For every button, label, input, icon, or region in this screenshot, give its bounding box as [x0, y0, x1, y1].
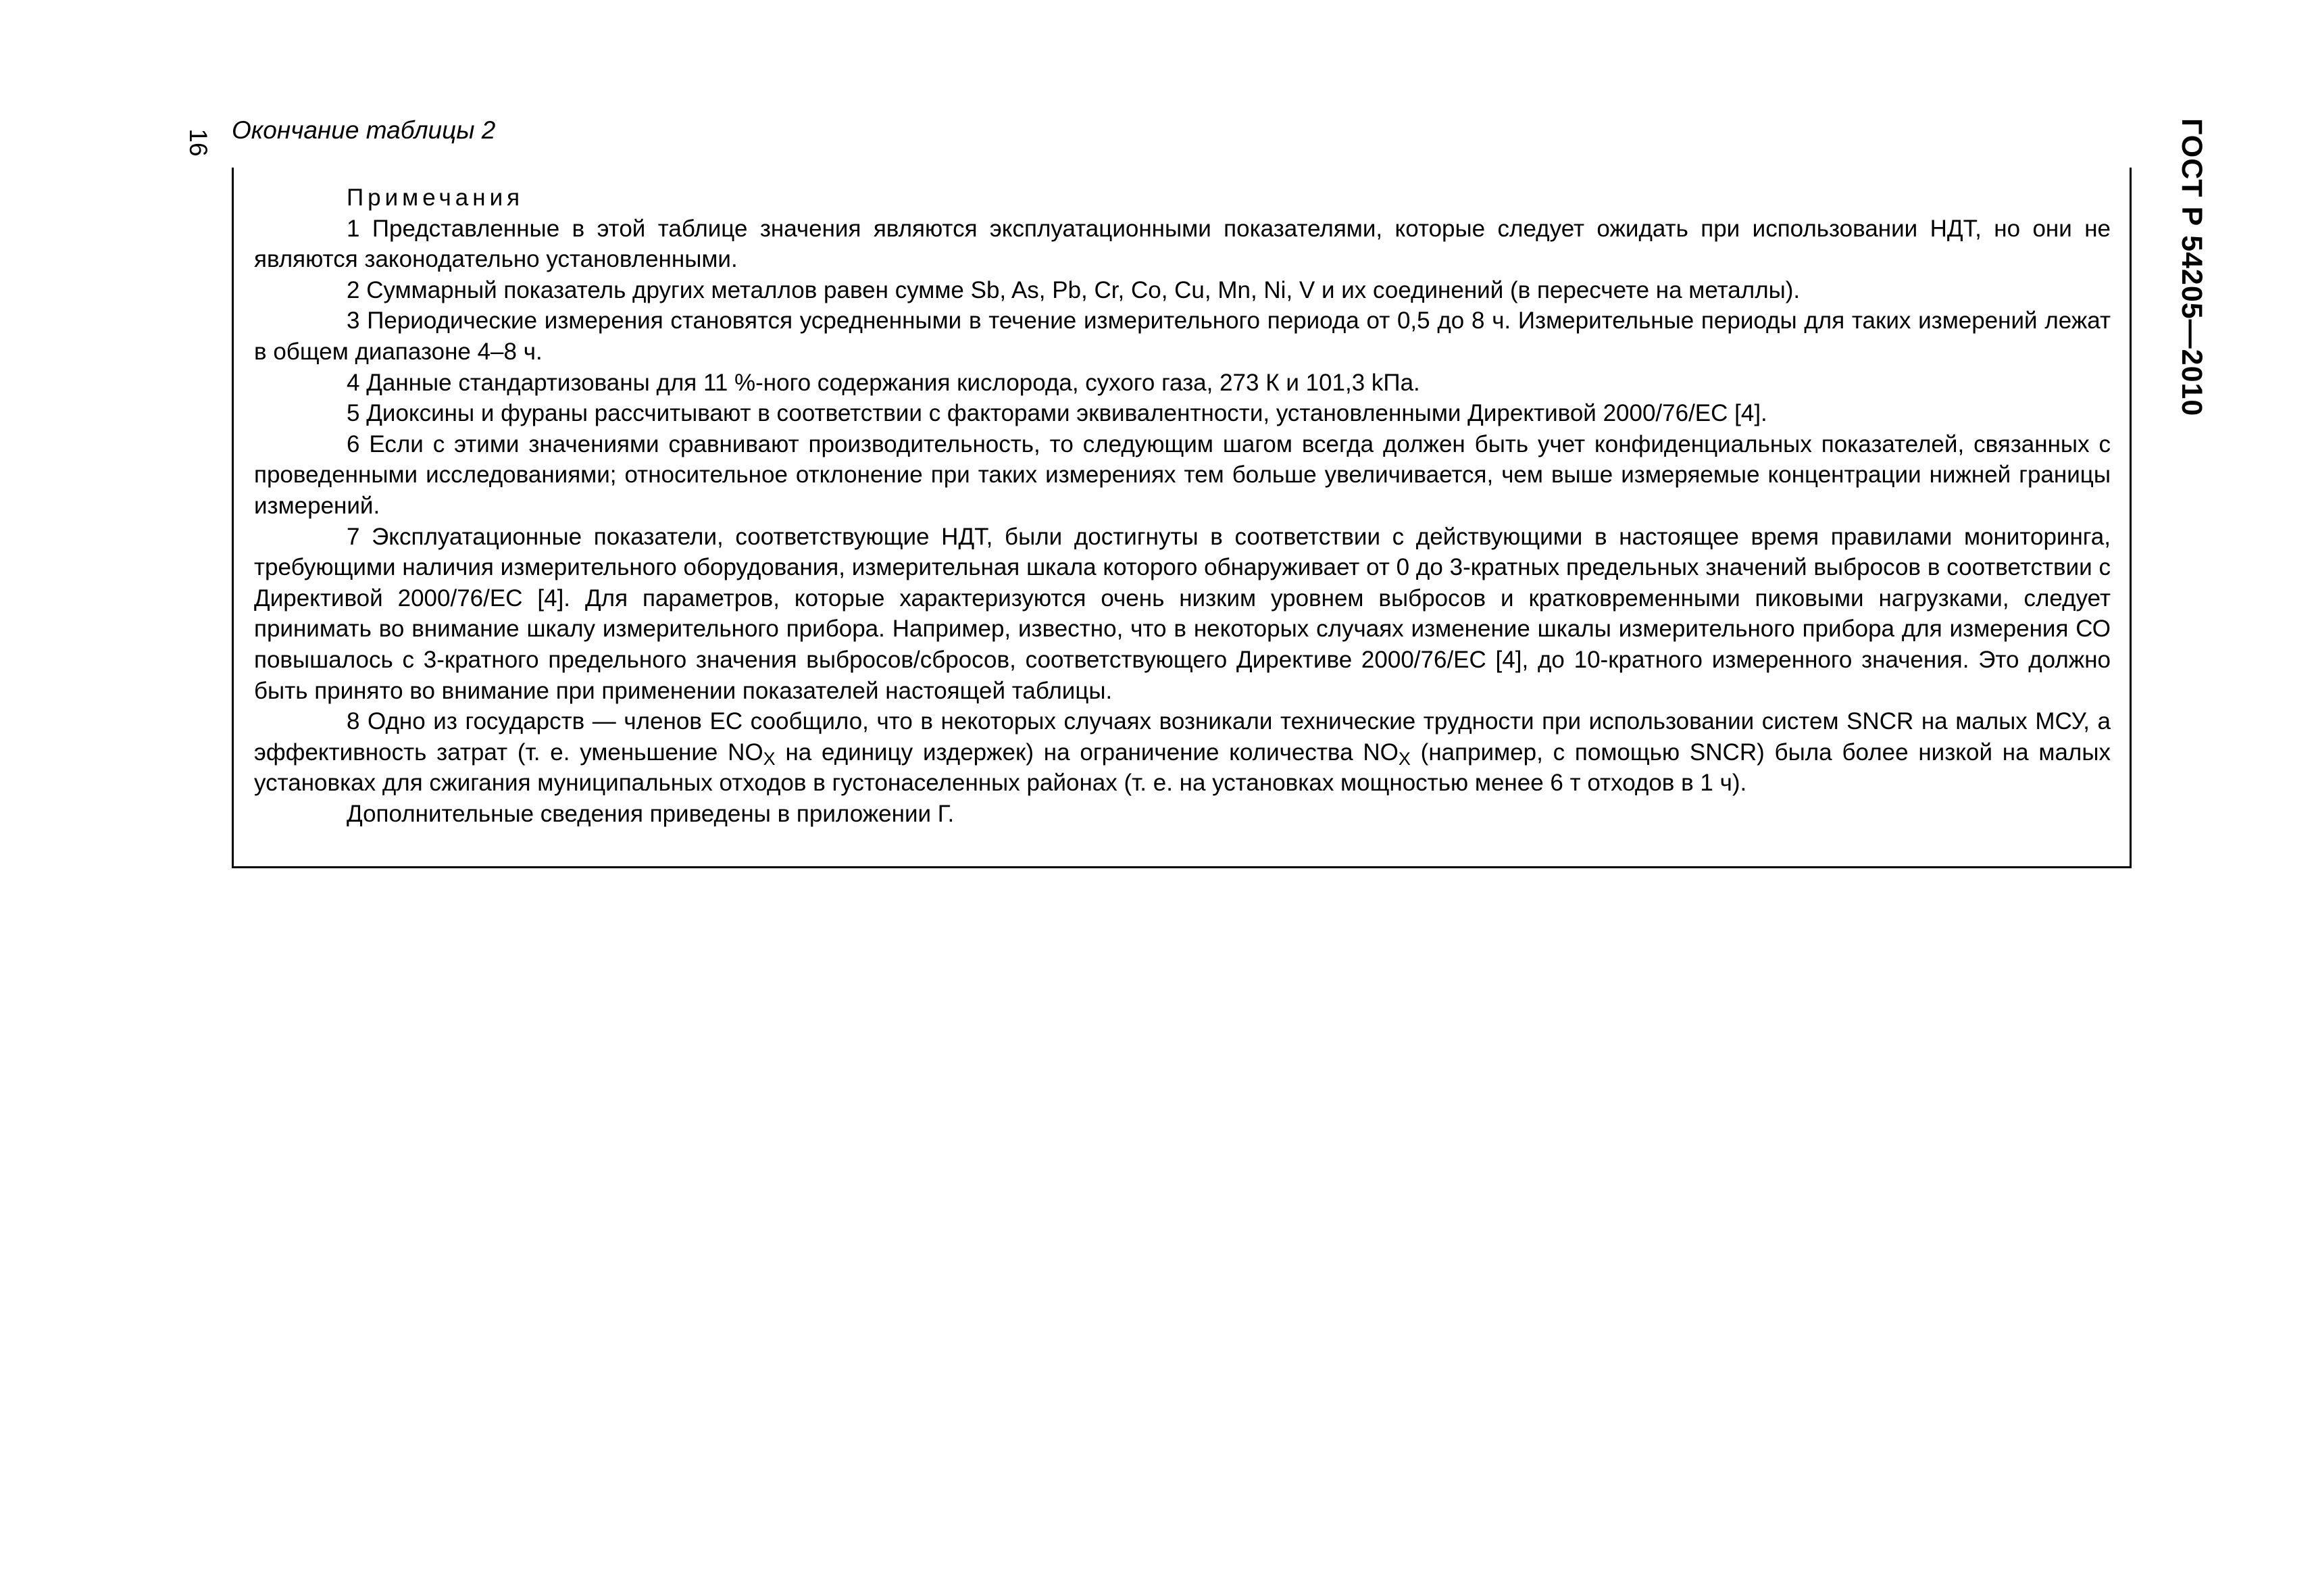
- table-caption: Окончание таблицы 2: [232, 116, 496, 144]
- notes-heading: Примечания: [347, 184, 524, 211]
- note-8-text-3: (например, с помощью SNCR) была более низкой на малых установках для сжигания муниципальных отходов в густонаселенных районах (т. е. на установках мощностью менее 6 т отходов в 1 ч).: [254, 739, 2111, 797]
- note-8-subscript-2: X: [1398, 748, 1411, 769]
- note-2: 2 Суммарный показатель других металлов равен сумме Sb, As, Pb, Cr, Co, Cu, Mn, Ni, V и их соединений (в пересчете на металлы).: [347, 276, 1801, 303]
- notes-table-cell: [232, 168, 2132, 868]
- page-number: 16: [184, 128, 212, 157]
- note-4: 4 Данные стандартизованы для 11 %-ного содержания кислорода, сухого газа, 273 К и 101,3 kПа.: [347, 369, 1420, 396]
- appendix-reference: Дополнительные сведения приведены в приложении Г.: [347, 800, 955, 827]
- note-6: 6 Если с этими значениями сравнивают производительность, то следующим шагом всегда должен быть учет конфиденциальных показателей, связанных с проведенными исследованиями; относительное отклонение при таких измерениях тем больше увеличивается, чем выше измеряемые концентрации нижней границы измерений.: [254, 430, 2111, 519]
- note-8-text-2: на единицу издержек) на ограничение количества NO: [775, 739, 1399, 766]
- note-1: 1 Представленные в этой таблице значения являются эксплуатационными показателями, которые следует ожидать при использовании НДТ, но они не являются законодательно установленными.: [254, 215, 2111, 273]
- standard-code: ГОСТ Р 54205—2010: [2175, 118, 2208, 417]
- note-3: 3 Периодические измерения становятся усредненными в течение измерительного периода от 0,5 до 8 ч. Измерительные периоды для таких измерений лежат в общем диапазоне 4–8 ч.: [254, 307, 2111, 365]
- note-5: 5 Диоксины и фураны рассчитывают в соответствии с факторами эквивалентности, установленными Директивой 2000/76/ЕС [4].: [347, 400, 1767, 427]
- note-7: 7 Эксплуатационные показатели, соответствующие НДТ, были достигнуты в соответствии с действующими в настоящее время правилами мониторинга, требующими наличия измерительного оборудования, измерительная шкала которого обнаруживает от 0 до 3-кратных предельных значений выбросов в соответствии с Директивой 2000/76/ЕС [4]. Для параметров, которые характеризуются очень низким уровнем выбросов и кратковременными пиковыми нагрузками, следует принимать во внимание шкалу измерительного прибора. Например, известно, что в некоторых случаях изменение шкалы измерительного прибора для измерения СО повышалось с 3-кратного предельного значения выбросов/сбросов, соответствующего Директиве 2000/76/ЕС [4], до 10-кратного измеренного значения. Это должно быть принято во внимание при применении показателей настоящей таблицы.: [254, 523, 2111, 704]
- note-8-subscript-1: X: [763, 748, 776, 769]
- notes-text: [254, 182, 2111, 829]
- note-8-text-1: 8 Одно из государств — членов ЕС сообщило, что в некоторых случаях возникали технические трудности при использовании систем SNCR на малых МСУ, а эффективность затрат (т. е. уменьшение NO: [254, 708, 2111, 766]
- note-8: [254, 706, 2111, 799]
